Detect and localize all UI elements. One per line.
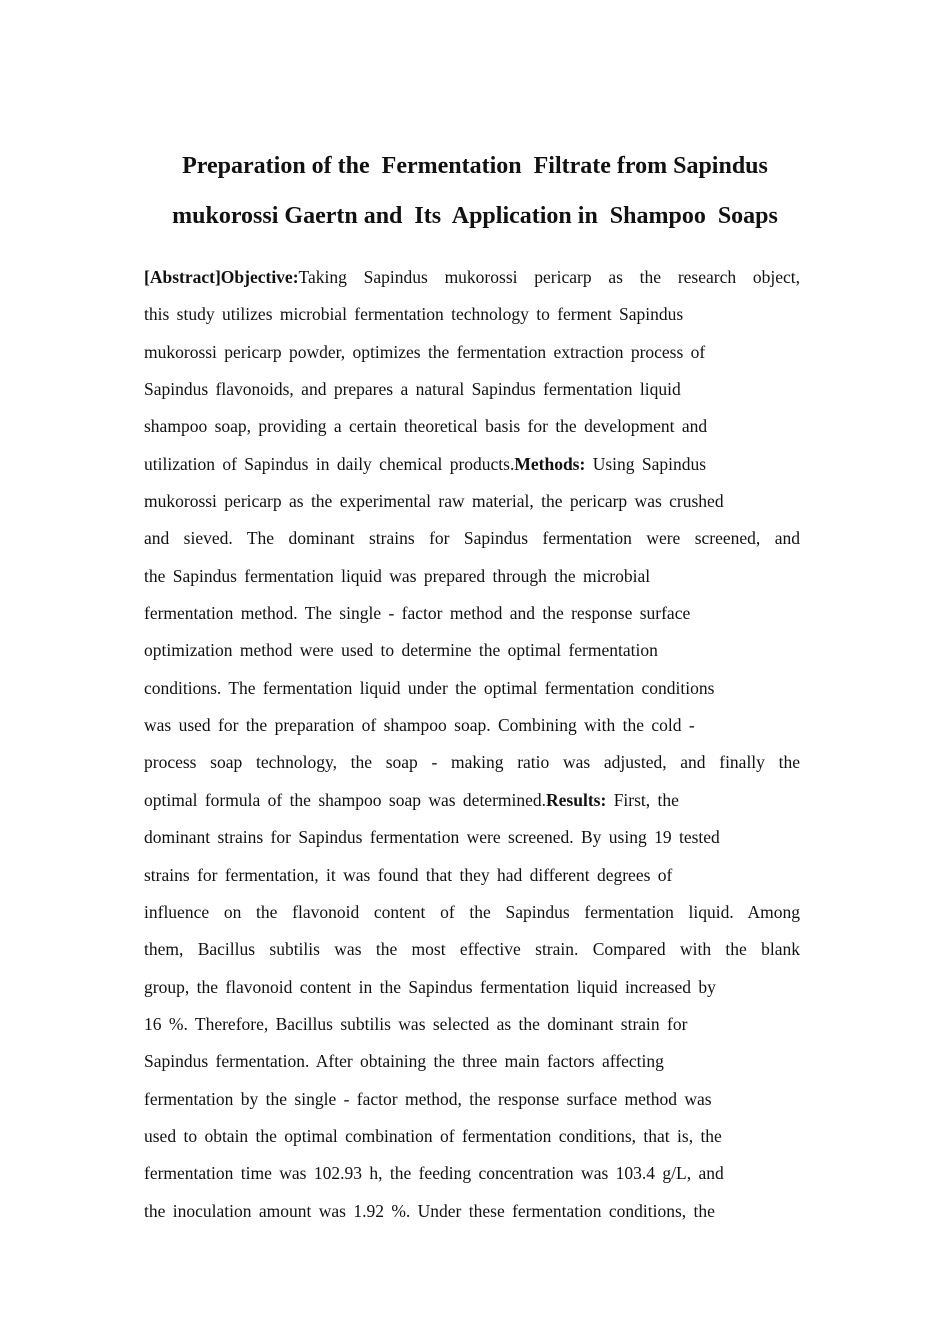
abstract-line: Sapindus fermentation. After obtaining the three main factors affecting — [144, 1051, 664, 1072]
abstract-text: Using Sapindus — [585, 453, 707, 474]
abstract-line: and sieved. The dominant strains for Sapindus fermentation were screened, and — [144, 528, 800, 549]
abstract-line: optimization method were used to determine the optimal fermentation — [144, 640, 658, 661]
abstract-section — [144, 262, 800, 1233]
abstract-line — [144, 262, 800, 299]
abstract-line: mukorossi pericarp as the experimental raw material, the pericarp was crushed — [144, 491, 724, 512]
abstract-line: fermentation by the single - factor method, the response surface method was — [144, 1088, 712, 1109]
abstract-line: the inoculation amount was 1.92 %. Under these fermentation conditions, the — [144, 1200, 715, 1221]
abstract-text: Taking Sapindus mukorossi pericarp as the research object, — [298, 267, 800, 287]
abstract-text: utilization of Sapindus in daily chemical products. — [144, 453, 515, 474]
paper-title-line-1: Preparation of the Fermentation Filtrate from Sapindus — [182, 153, 768, 179]
abstract-line: Sapindus flavonoids, and prepares a natural Sapindus fermentation liquid — [144, 379, 681, 400]
abstract-label: [Abstract] — [144, 267, 221, 287]
objective-label: Objective: — [220, 267, 299, 287]
paper-title-line-2: mukorossi Gaertn and Its Application in Shampoo Soaps — [172, 203, 778, 229]
abstract-line: this study utilizes microbial fermentation technology to ferment Sapindus — [144, 304, 684, 325]
abstract-line: them, Bacillus subtilis was the most effective strain. Compared with the blank — [144, 939, 800, 960]
abstract-line: conditions. The fermentation liquid under the optimal fermentation conditions — [144, 677, 715, 698]
abstract-line: shampoo soap, providing a certain theoretical basis for the development and — [144, 416, 708, 437]
abstract-line: fermentation time was 102.93 h, the feeding concentration was 103.4 g/L, and — [144, 1163, 724, 1184]
abstract-line: group, the flavonoid content in the Sapindus fermentation liquid increased by — [144, 976, 716, 997]
abstract-line: strains for fermentation, it was found that they had different degrees of — [144, 864, 673, 885]
abstract-line — [144, 449, 800, 486]
abstract-line: mukorossi pericarp powder, optimizes the fermentation extraction process of — [144, 341, 706, 362]
abstract-line: dominant strains for Sapindus fermentation were screened. By using 19 tested — [144, 827, 720, 848]
abstract-text: optimal formula of the shampoo soap was determined. — [144, 789, 547, 810]
abstract-line: the Sapindus fermentation liquid was prepared through the microbial — [144, 565, 651, 586]
abstract-line: 16 %. Therefore, Bacillus subtilis was selected as the dominant strain for — [144, 1013, 688, 1034]
abstract-line: used to obtain the optimal combination of fermentation conditions, that is, the — [144, 1125, 722, 1146]
abstract-text: First, the — [606, 789, 679, 810]
abstract-line: was used for the preparation of shampoo soap. Combining with the cold - — [144, 715, 695, 736]
abstract-line: fermentation method. The single - factor method and the response surface — [144, 603, 691, 624]
methods-label: Methods: — [514, 453, 586, 474]
results-label: Results: — [546, 789, 607, 810]
abstract-line: process soap technology, the soap - making ratio was adjusted, and finally the — [144, 752, 800, 773]
abstract-line — [144, 785, 800, 822]
abstract-line: influence on the flavonoid content of the Sapindus fermentation liquid. Among — [144, 901, 800, 922]
